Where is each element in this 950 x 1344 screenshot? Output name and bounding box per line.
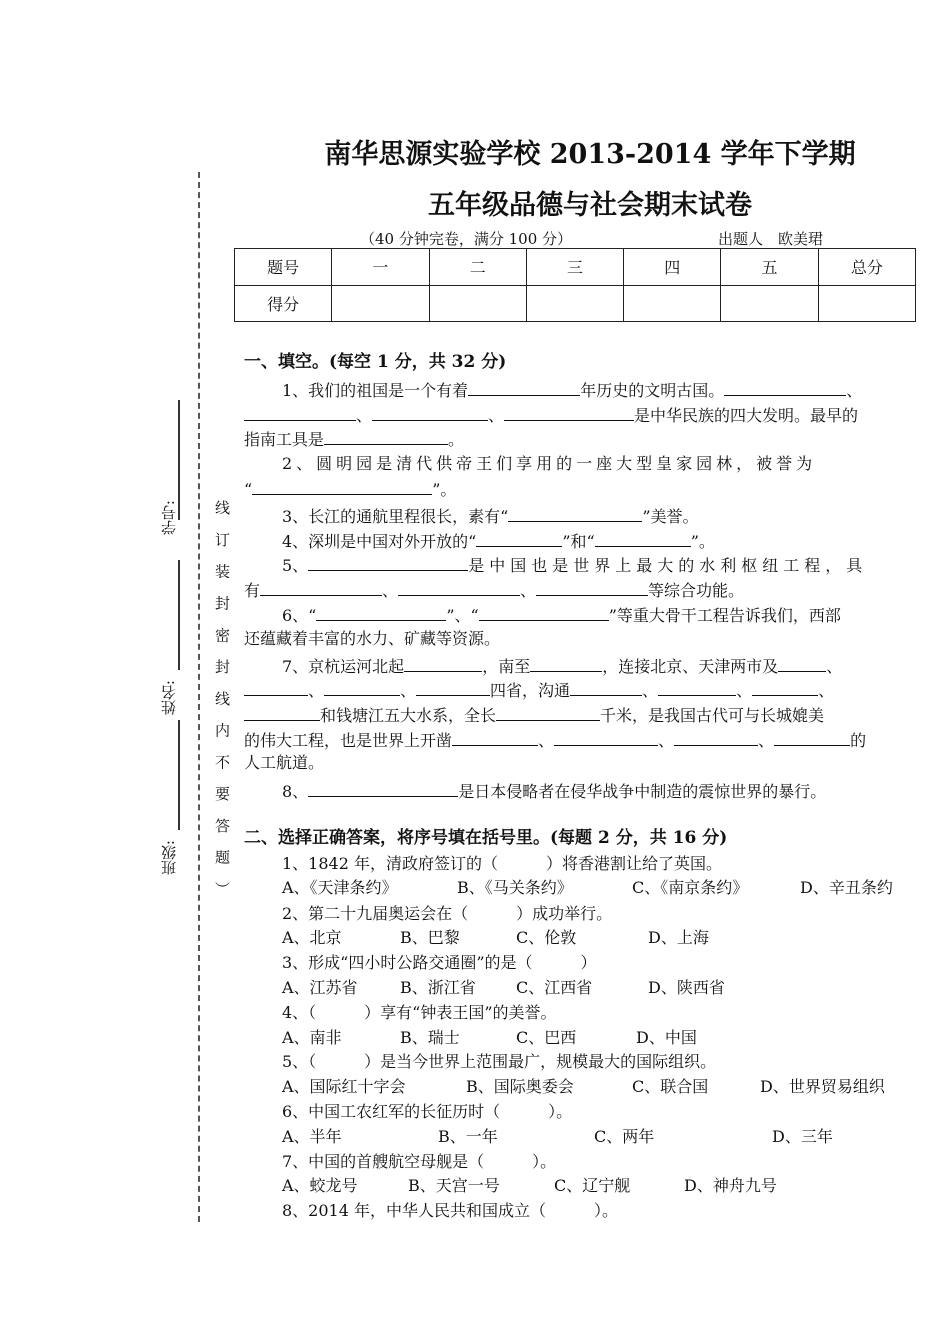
question-7-line4 [244, 727, 866, 753]
exam-title-line1: 南华思源实验学校 2013-2014 学年下学期 [324, 139, 856, 170]
option[interactable]: B、国际奥委会 [466, 1077, 574, 1096]
table-cell: 题号 [235, 249, 332, 286]
question-text: 、 [736, 681, 753, 700]
choice-options [282, 1026, 697, 1050]
blank[interactable] [308, 552, 468, 571]
blank[interactable] [674, 727, 758, 746]
binding-dashed-line [198, 172, 200, 1222]
option[interactable]: A、北京 [282, 928, 342, 947]
option[interactable]: A、半年 [282, 1127, 342, 1146]
exam-subtitle: （40 分钟完卷，满分 100 分） [360, 230, 573, 248]
class-line [178, 720, 180, 830]
question-5-line1 [282, 552, 867, 578]
question-text: 、 [818, 681, 835, 700]
option[interactable]: C、联合国 [632, 1077, 709, 1096]
option[interactable]: A、国际红十字会 [282, 1077, 406, 1096]
choice-question: 4、（ ）享有“钟表王国”的美誉。 [282, 1003, 557, 1022]
question-text: 指南工具是 [244, 430, 325, 449]
score-cell[interactable] [526, 285, 623, 322]
choice-options [282, 1075, 885, 1099]
option[interactable]: B、一年 [438, 1127, 498, 1146]
blank[interactable] [244, 402, 356, 421]
question-text: 8、 [282, 782, 309, 801]
question-text: 是中华民族的四大发明。最早的 [634, 406, 859, 425]
score-cell[interactable] [818, 285, 915, 322]
question-text: 1、我们的祖国是一个有着 [282, 381, 469, 400]
blank[interactable] [372, 402, 488, 421]
question-text: 。 [448, 430, 465, 449]
blank[interactable] [244, 702, 320, 721]
question-text: 四省，沟通 [490, 681, 571, 700]
question-text: 6、“ [282, 606, 317, 625]
table-cell: 五 [721, 249, 818, 286]
question-6-line1 [282, 602, 841, 628]
score-table [234, 248, 916, 322]
table-cell: 总分 [818, 249, 915, 286]
score-cell[interactable] [332, 285, 429, 322]
question-text: 、 [488, 406, 505, 425]
score-table-header-row [235, 249, 916, 286]
question-5-line2 [244, 577, 744, 603]
blank[interactable] [324, 426, 448, 445]
question-7-line2 [244, 677, 834, 703]
blank[interactable] [416, 677, 490, 696]
blank[interactable] [752, 677, 818, 696]
question-1-line1 [282, 377, 862, 403]
option[interactable]: A、蛟龙号 [282, 1176, 358, 1195]
score-cell[interactable] [429, 285, 526, 322]
option[interactable]: D、辛丑条约 [800, 878, 893, 897]
choice-options [282, 1174, 777, 1198]
option[interactable]: D、上海 [648, 928, 709, 947]
choice-options [282, 976, 725, 1000]
option[interactable]: C、伦敦 [516, 928, 577, 947]
score-table-score-row [235, 285, 916, 322]
question-text: 的伟大工程，也是世界上开凿 [244, 731, 453, 750]
question-text: ”。 [690, 532, 715, 551]
blank[interactable] [554, 727, 658, 746]
choice-question: 5、（ ）是当今世界上范围最广，规模最大的国际组织。 [282, 1052, 717, 1071]
blank[interactable] [658, 677, 736, 696]
question-8 [282, 778, 826, 804]
choice-options [282, 876, 893, 900]
choice-question: 7、中国的首艘航空母舰是（ ）。 [282, 1152, 557, 1171]
table-cell: 得分 [235, 285, 332, 322]
question-4 [282, 528, 715, 554]
blank[interactable] [452, 727, 538, 746]
option[interactable]: C、巴西 [516, 1028, 577, 1047]
question-2-line2 [244, 476, 456, 502]
question-text: 、 [308, 681, 325, 700]
choice-question: 3、形成“四小时公路交通圈”的是（ ） [282, 953, 597, 972]
option[interactable]: A、《天津条约》 [282, 878, 398, 897]
blank[interactable] [508, 503, 642, 522]
question-text: ”、“ [446, 606, 479, 625]
table-cell: 一 [332, 249, 429, 286]
exam-author: 出题人 欧美珺 [718, 230, 824, 248]
blank[interactable] [530, 653, 602, 672]
question-text: 、 [758, 731, 775, 750]
question-text: 和钱塘江五大水系，全长 [320, 706, 497, 725]
question-text: 、 [400, 681, 417, 700]
blank[interactable] [252, 476, 432, 495]
blank[interactable] [308, 778, 458, 797]
option[interactable]: B、天宫一号 [408, 1176, 500, 1195]
question-text: ”美誉。 [642, 507, 699, 526]
option[interactable]: A、江苏省 [282, 978, 358, 997]
blank[interactable] [398, 577, 520, 596]
blank[interactable] [479, 602, 609, 621]
option[interactable]: B、《马关条约》 [457, 878, 573, 897]
class-label: 班级: [160, 840, 178, 876]
option[interactable]: B、巴黎 [400, 928, 460, 947]
blank[interactable] [468, 377, 580, 396]
question-text: 4、深圳是中国对外开放的“ [282, 532, 477, 551]
option[interactable]: B、浙江省 [400, 978, 476, 997]
question-7-line1 [282, 653, 842, 679]
question-text: 年历史的文明古国。 [580, 381, 725, 400]
question-text: 、 [642, 681, 659, 700]
question-text: 7、京杭运河北起 [282, 657, 405, 676]
score-cell[interactable] [624, 285, 721, 322]
score-cell[interactable] [721, 285, 818, 322]
question-text: 、 [658, 731, 675, 750]
question-text: 、 [826, 657, 843, 676]
question-text: ”等重大骨干工程告诉我们，西部 [608, 606, 841, 625]
choice-question: 6、中国工农红军的长征历时（ ）。 [282, 1102, 573, 1121]
exam-title-line2: 五年级品德与社会期末试卷 [428, 190, 752, 221]
question-text: ，南至 [482, 657, 531, 676]
question-7-line5: 人工航道。 [244, 753, 325, 772]
option[interactable]: D、三年 [772, 1127, 833, 1146]
option[interactable]: A、南非 [282, 1028, 342, 1047]
blank[interactable] [570, 677, 642, 696]
choice-question: 8、2014 年，中华人民共和国成立（ ）。 [282, 1201, 618, 1220]
option[interactable]: B、瑞士 [400, 1028, 460, 1047]
name-line [178, 560, 180, 670]
question-text: ，连接北京、天津两市及 [602, 657, 779, 676]
blank[interactable] [316, 602, 446, 621]
question-text: 3、长江的通航里程很长，素有“ [282, 507, 509, 526]
table-cell: 四 [624, 249, 721, 286]
table-cell: 三 [526, 249, 623, 286]
question-text: 、 [538, 731, 555, 750]
choice-options [282, 926, 709, 950]
section2-heading: 二、选择正确答案，将序号填在括号里。(每题 2 分，共 16 分) [244, 828, 728, 848]
table-cell: 二 [429, 249, 526, 286]
question-text: ”和“ [562, 532, 595, 551]
question-text: 5、 [282, 556, 309, 575]
question-text: 、 [520, 581, 537, 600]
question-7-line3 [244, 702, 824, 728]
option[interactable]: D、陕西省 [648, 978, 725, 997]
option[interactable]: C、《南京条约》 [632, 878, 749, 897]
blank[interactable] [504, 402, 634, 421]
blank[interactable] [774, 727, 850, 746]
question-1-line2 [244, 402, 858, 428]
option[interactable]: D、中国 [636, 1028, 697, 1047]
blank[interactable] [244, 677, 308, 696]
blank[interactable] [778, 653, 826, 672]
blank[interactable] [595, 528, 691, 547]
blank[interactable] [260, 577, 382, 596]
option[interactable]: D、世界贸易组织 [760, 1077, 885, 1096]
question-text: 有 [244, 581, 261, 600]
section1-heading: 一、填空。(每空 1 分，共 32 分) [244, 352, 507, 372]
option[interactable]: C、江西省 [516, 978, 593, 997]
question-1-line3 [244, 426, 464, 452]
blank[interactable] [324, 677, 400, 696]
question-text: 的 [850, 731, 867, 750]
student-id-label: 学号: [160, 500, 178, 536]
question-6-line2: 还蕴藏着丰富的水力、矿藏等资源。 [244, 629, 501, 648]
question-text: 、 [382, 581, 399, 600]
blank[interactable] [496, 702, 600, 721]
option[interactable]: C、两年 [594, 1127, 655, 1146]
question-text: 、 [846, 381, 863, 400]
question-text: 是中国也是世界上最大的水利枢纽工程，具 [468, 556, 868, 575]
choice-question: 1、1842 年，清政府签订的（ ）将香港割让给了英国。 [282, 854, 722, 873]
question-text: “ [244, 480, 253, 499]
question-text: 、 [356, 406, 373, 425]
choice-options [282, 1125, 833, 1149]
question-3 [282, 503, 699, 529]
binding-text: 线 订 装 封 密 封 线 内 不 要 答 题 ） [213, 500, 231, 903]
choice-question: 2、第二十九届奥运会在（ ）成功举行。 [282, 904, 613, 923]
blank[interactable] [404, 653, 482, 672]
question-text: 等综合功能。 [648, 581, 745, 600]
option[interactable]: C、辽宁舰 [554, 1176, 631, 1195]
option[interactable]: D、神舟九号 [684, 1176, 777, 1195]
blank[interactable] [724, 377, 846, 396]
question-text: 千米，是我国古代可与长城媲美 [600, 706, 825, 725]
blank[interactable] [536, 577, 648, 596]
question-text: 是日本侵略者在侵华战争中制造的震惊世界的暴行。 [458, 782, 827, 801]
question-2-line1: 2、圆明园是清代供帝王们享用的一座大型皇家园林，被誉为 [282, 454, 817, 473]
blank[interactable] [476, 528, 562, 547]
name-label: 姓名: [160, 680, 178, 716]
question-text: ”。 [432, 480, 457, 499]
